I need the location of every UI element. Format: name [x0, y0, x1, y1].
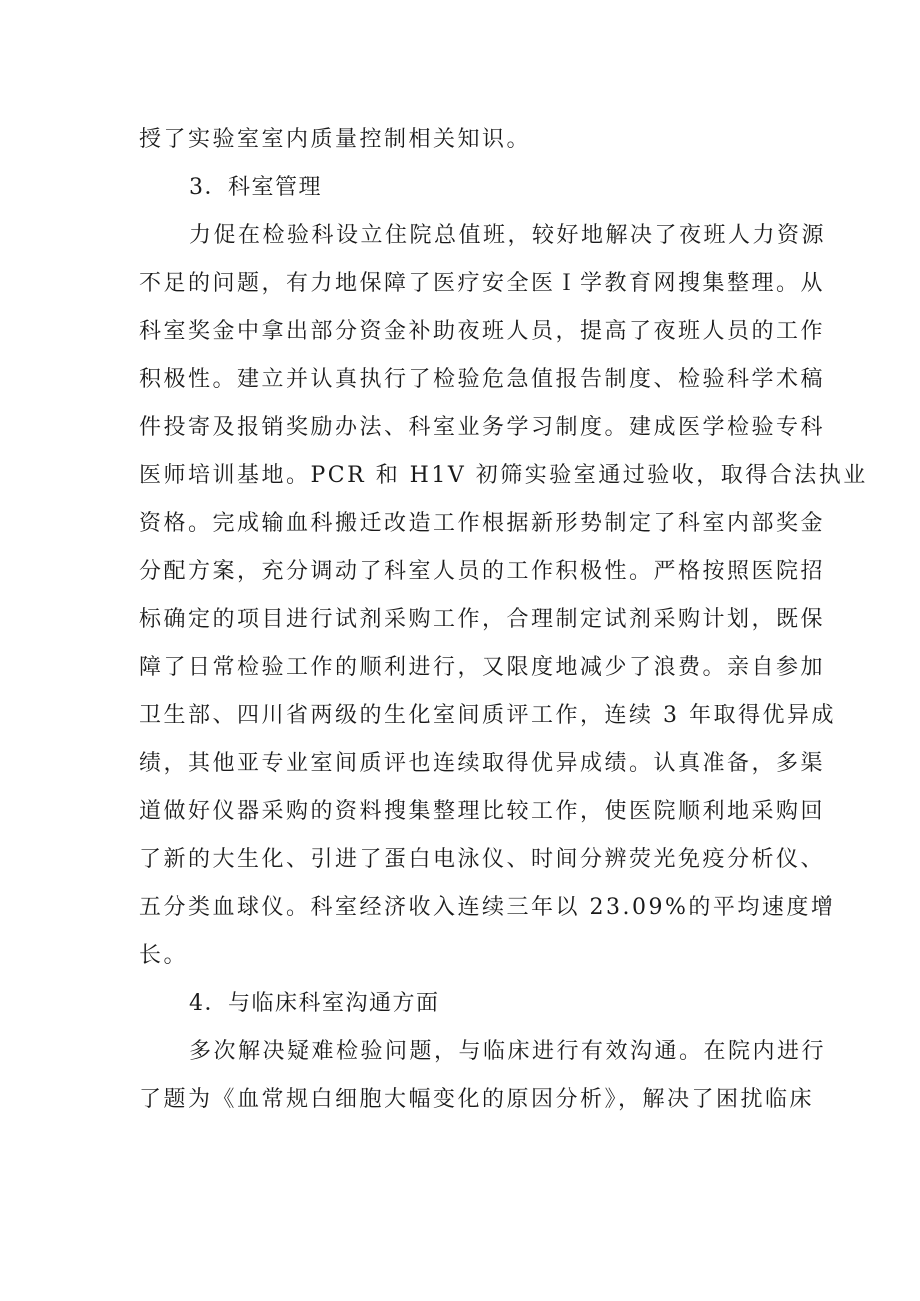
paragraph-line-1: 授了实验室室内质量控制相关知识。 — [139, 127, 532, 152]
paragraph-line-20: 多次解决疑难检验问题，与临床进行有效沟通。在院内进行 — [189, 1039, 827, 1064]
paragraph-line-3: 力促在检验科设立住院总值班，较好地解决了夜班人力资源 — [189, 223, 827, 248]
paragraph-line-5: 科室奖金中拿出部分资金补助夜班人员，提高了夜班人员的工作 — [139, 319, 826, 344]
paragraph-line-13: 卫生部、四川省两级的生化室间质评工作，连续 3 年取得优异成 — [139, 703, 836, 728]
paragraph-line-15: 道做好仪器采购的资料搜集整理比较工作，使医院顺利地采购回 — [139, 799, 826, 824]
paragraph-line-8: 医师培训基地。PCR 和 H1V 初筛实验室通过验收，取得合法执业 — [139, 463, 868, 488]
paragraph-line-16: 了新的大生化、引进了蛋白电泳仪、时间分辨荧光免疫分析仪、 — [139, 847, 826, 872]
paragraph-line-11: 标确定的项目进行试剂采购工作，合理制定试剂采购计划，既保 — [139, 607, 826, 632]
section-heading-4: 4．与临床科室沟通方面 — [189, 991, 440, 1016]
paragraph-line-17: 五分类血球仪。科室经济收入连续三年以 23.09%的平均速度增 — [139, 895, 836, 920]
paragraph-line-12: 障了日常检验工作的顺利进行，又限度地减少了浪费。亲自参加 — [139, 655, 826, 680]
paragraph-line-14: 绩，其他亚专业室间质评也连续取得优异成绩。认真准备，多渠 — [139, 751, 826, 776]
paragraph-line-4: 不足的问题，有力地保障了医疗安全医Ｉ学教育网搜集整理。从 — [139, 271, 826, 296]
paragraph-line-18: 长。 — [139, 943, 189, 968]
paragraph-line-9: 资格。完成输血科搬迁改造工作根据新形势制定了科室内部奖金 — [139, 511, 826, 536]
section-heading-3: 3．科室管理 — [189, 175, 322, 200]
paragraph-line-10: 分配方案，充分调动了科室人员的工作积极性。严格按照医院招 — [139, 559, 826, 584]
paragraph-line-21: 了题为《血常规白细胞大幅变化的原因分析》，解决了困扰临床 — [139, 1087, 815, 1112]
paragraph-line-6: 积极性。建立并认真执行了检验危急值报告制度、检验科学术稿 — [139, 367, 826, 392]
paragraph-line-7: 件投寄及报销奖励办法、科室业务学习制度。建成医学检验专科 — [139, 415, 826, 440]
